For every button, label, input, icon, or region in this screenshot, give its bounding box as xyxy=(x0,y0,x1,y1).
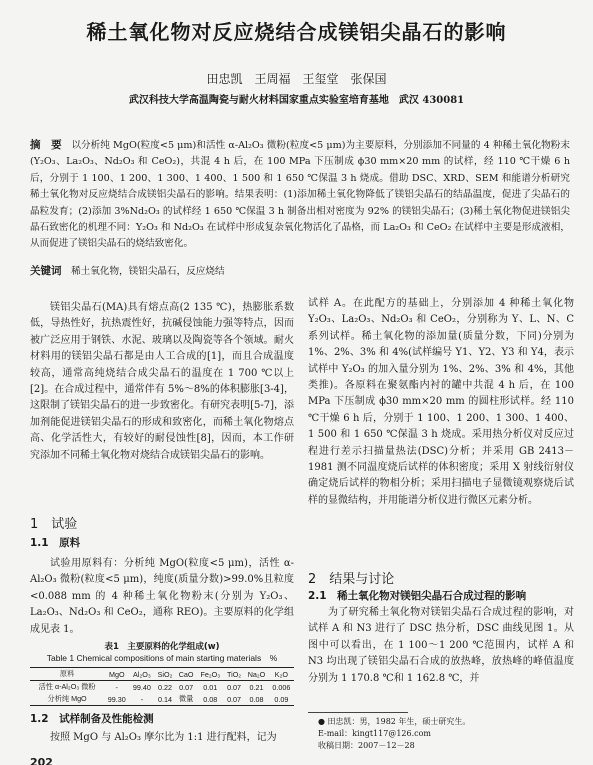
materials-text xyxy=(30,556,294,638)
intro-paragraph: 镁铝尖晶石(MA)具有熔点高(2 135 ℃)，热膨胀系数低，导热性好，抗热震性好，抗碱侵蚀能力强等特点，因而被广泛应用于钢铁、水泥、玻璃以及陶瓷等各个领域。耐火材料用的镁铝尖晶石都是由人工合成的[1]，而且合成温度较高，通常高纯烧结合成尖晶石的温度在 1 700 ℃以上[2]。在合成过程中，通常伴有 5%～8%的体积膨胀[3-4]，这限制了镁铝尖晶石的进一步致密化。有研究表明[5-7]，添加剂能促进镁铝尖晶石的形成和致密化，而稀土氧化物熔点高、化学活性大，有较好的耐侵蚀性[8]，因而，本工作研究添加不同稀土氧化物对烧结合成镁铝尖晶石的影响。 xyxy=(30,302,294,461)
abstract xyxy=(30,137,570,253)
table-cell: 0.08 xyxy=(197,693,224,706)
table-cell: 活性 α-Al₂O₃ 微粉 xyxy=(38,682,96,691)
abstract-text: 以分析纯 MgO(粒度<5 μm)和活性 α-Al₂O₃ 微粉(粒度<5 μm)为主要原料，分别添加不同量的 4 种稀土氧化物粉末(Y₂O₃、La₂O₃、Nd₂O₃ 和 CeO₂)，共混 4 h 后，在 100 MPa 下压制成 ϕ30 mm×20 mm 的试样，经 110 ℃干燥 6 h 后，分别于 1 100、1 200、1 300、1 400、1 500 和 1 650 ℃保温 3 h 烧成。借助 DSC、XRD、SEM 和能谱分析研究稀土氧化物对反应烧结合成镁铝尖晶石的影响。结果表明：(1)添加稀土氧化物降低了镁铝尖晶石的结晶温度，促进了尖晶石的晶粒发育；(2)添加 3%Nd₂O₃ 的试样经 1 650 ℃保温 3 h 制备出相对密度为 92% 的镁铝尖晶石；(3)稀土氧化物促进镁铝尖晶石致密化的机理不同：Y₂O₃ 和 Nd₂O₃ 在试样中形成复杂氧化物活化了晶格，而 La₂O₃ 和 CeO₂ 在试样中主要是形成液相，从而促进了镁铝尖晶石的烧结致密化。 xyxy=(30,140,570,250)
table-cell: 0.01 xyxy=(203,682,218,692)
table-row xyxy=(30,681,294,694)
affiliation: 武汉科技大学高温陶瓷与耐火材料国家重点实验室培育基地 武汉 430081 xyxy=(128,95,465,106)
section-heading-results: 2 结果与讨论 xyxy=(308,572,395,587)
table-header-cell: K₂O xyxy=(269,668,294,681)
paper-title: 稀土氧化物对反应烧结合成镁铝尖晶石的影响 xyxy=(86,20,507,44)
table-header-row xyxy=(30,668,294,681)
table-header-cell: Al₂O₃ xyxy=(129,668,154,681)
intro-column xyxy=(30,300,294,464)
table-cell: 0.21 xyxy=(249,682,264,692)
table-cell: 0.14 xyxy=(154,693,175,706)
table-header-cell: Na₂O xyxy=(244,668,269,681)
abstract-label: 摘 要 xyxy=(30,139,62,151)
page-number: 202 xyxy=(30,756,53,765)
keywords-label: 关键词 xyxy=(30,265,62,277)
materials-paragraph: 试验用原料有：分析纯 MgO(粒度<5 μm)，活性 α-Al₂O₃ 微粉(粒度<5 μm)，纯度(质量分数)>99.0%且粒度<0.088 mm 的 4 种稀土氧化物粉末(分别为 Y₂O₃、La₂O₃、Nd₂O₃ 和 CeO₂，通称 REO)。主要原料的化学组成见表 1。 xyxy=(30,558,294,635)
table-cell: 0.006 xyxy=(272,682,291,692)
received-date: 收稿日期：2007－12－28 xyxy=(318,741,415,751)
results-text xyxy=(308,605,574,687)
subsection-heading-materials: 1.1 原料 xyxy=(30,537,81,549)
footnote-divider xyxy=(308,712,408,713)
table-cell: 0.07 xyxy=(224,693,244,706)
table-cell: 0.07 xyxy=(227,682,242,692)
table-cell: 分析纯 MgO xyxy=(30,693,104,706)
table-header-cell: MgO xyxy=(104,668,129,681)
table-header-cell: TiO₂ xyxy=(224,668,244,681)
table-cell: 0.07 xyxy=(179,682,194,692)
table-cell: 0.22 xyxy=(158,682,173,692)
table-caption-en: Table 1 Chemical compositions of main starting materials % xyxy=(46,653,278,663)
table-body xyxy=(30,681,294,706)
table-header-cell: Fe₂O₃ xyxy=(197,668,224,681)
author-email: E-mail：kingt117@126.com xyxy=(318,729,432,739)
table-header-cell: CaO xyxy=(176,668,197,681)
table-cell: 微量 xyxy=(176,693,197,706)
table-caption-cn: 表1 主要原料的化学组成(w) xyxy=(104,642,220,652)
preparation-continued-paragraph: 试样 A。在此配方的基础上，分别添加 4 种稀土氧化物 Y₂O₃、La₂O₃、Nd₂O₃ 和 CeO₂，分别称为 Y、L、N、C 系列试样。稀土氧化物的添加量(质量分数，下同)分别为 1%、2%、3% 和 4%(试样编号 Y1、Y2、Y3 和 Y4，表示试样中 Y₂O₃ 的加入量分别为 1%、2%、3% 和 4%，其他类推)。各原料在聚氨酯内衬的罐中共混 4 h 后，在 100 MPa 下压制成 ϕ30 mm×20 mm 的圆柱形试样。经 110 ℃干燥 6 h 后，分别于 1 100、1 200、1 300、1 400、1 500 和 1 650 ℃保温 3 h 烧成。采用热分析仪对反应过程进行差示扫描量热法(DSC)分析；并采用 GB 2413－1981 测不同温度烧后试样的体积密度；采用 X 射线衍射仪确定烧后试样的物相分析；采用扫描电子显微镜观察烧后试样的显微结构，并用能谱分析仪进行微区元素分析。 xyxy=(308,298,574,506)
keywords xyxy=(30,263,570,278)
table-cell: 0.09 xyxy=(269,693,294,706)
table-row xyxy=(30,693,294,706)
author-bio: ● 田忠凯：男，1982 年生，硕士研究生。 xyxy=(318,717,471,726)
table-cell: - xyxy=(115,682,118,692)
results-paragraph: 为了研究稀土氧化物对镁铝尖晶石合成过程的影响，对试样 A 和 N3 进行了 DSC 热分析，DSC 曲线见图 1。从图中可以看出，在 1 100～1 200 ℃范围内，试样 A 和 N3 均出现了镁铝尖晶石合成的放热峰，放热峰的峰值温度分别为 1 170.8 ℃和 1 162.8 ℃，并 xyxy=(308,607,574,684)
preparation-text xyxy=(30,730,294,746)
table-cell: - xyxy=(129,693,154,706)
table-header-cell: SiO₂ xyxy=(154,668,175,681)
authors: 田忠凯 王周福 王玺堂 张保国 xyxy=(206,72,387,86)
footnote xyxy=(318,716,574,753)
preparation-paragraph: 按照 MgO 与 Al₂O₃ 摩尔比为 1:1 进行配料，记为 xyxy=(50,732,277,743)
section-heading-experiment: 1 试验 xyxy=(30,517,78,532)
table-cell: 0.08 xyxy=(244,693,269,706)
table-cell: 99.30 xyxy=(104,693,129,706)
table-cell: 99.40 xyxy=(132,682,151,692)
keywords-text: 稀土氧化物，镁铝尖晶石，反应烧结 xyxy=(61,266,225,277)
table-header-cell: 原料 xyxy=(30,668,104,681)
right-column xyxy=(308,296,574,509)
chemical-composition-table xyxy=(30,667,294,706)
subsection-heading-reo-effect: 2.1 稀土氧化物对镁铝尖晶石合成过程的影响 xyxy=(308,590,527,602)
subsection-heading-preparation: 1.2 试样制备及性能检测 xyxy=(30,713,154,725)
